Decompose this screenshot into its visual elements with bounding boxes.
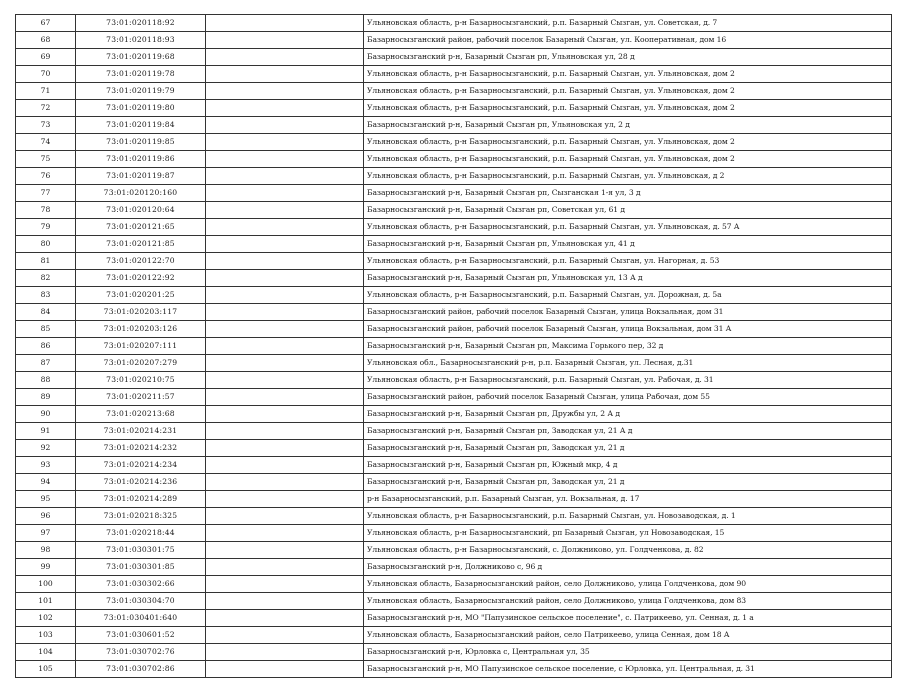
row-number: 105 <box>16 661 76 678</box>
row-number: 100 <box>16 576 76 593</box>
table-row <box>16 593 892 610</box>
cadastral-number: 73:01:020207:279 <box>76 355 206 372</box>
row-number: 88 <box>16 372 76 389</box>
cadastral-number: 73:01:020214:236 <box>76 474 206 491</box>
cadastral-number: 73:01:020210:75 <box>76 372 206 389</box>
address: Базарносызганский р-н, Базарный Сызган рп, Ульяновская ул, 13 А д <box>364 270 892 287</box>
cadastral-number: 73:01:030702:86 <box>76 661 206 678</box>
cadastral-number: 73:01:020211:57 <box>76 389 206 406</box>
table-row <box>16 661 892 678</box>
row-number: 95 <box>16 491 76 508</box>
empty-cell <box>206 185 364 202</box>
cadastral-number: 73:01:020218:325 <box>76 508 206 525</box>
row-number: 91 <box>16 423 76 440</box>
empty-cell <box>206 321 364 338</box>
table-row <box>16 202 892 219</box>
empty-cell <box>206 66 364 83</box>
table-row <box>16 338 892 355</box>
cadastral-number: 73:01:020121:85 <box>76 236 206 253</box>
row-number: 69 <box>16 49 76 66</box>
table-row <box>16 610 892 627</box>
empty-cell <box>206 236 364 253</box>
cadastral-number: 73:01:020119:86 <box>76 151 206 168</box>
cadastral-number: 73:01:030304:70 <box>76 593 206 610</box>
empty-cell <box>206 304 364 321</box>
table-row <box>16 474 892 491</box>
empty-cell <box>206 355 364 372</box>
empty-cell <box>206 49 364 66</box>
address: Базарносызганский район, рабочий поселок Базарный Сызган, улица Рабочая, дом 55 <box>364 389 892 406</box>
cadastral-number: 73:01:030302:66 <box>76 576 206 593</box>
row-number: 85 <box>16 321 76 338</box>
row-number: 80 <box>16 236 76 253</box>
table-row <box>16 134 892 151</box>
row-number: 77 <box>16 185 76 202</box>
address: Ульяновская область, р-н Базарносызганский, рп Базарный Сызган, ул Новозаводская, 15 <box>364 525 892 542</box>
row-number: 71 <box>16 83 76 100</box>
empty-cell <box>206 100 364 117</box>
address: Базарносызганский р-н, Базарный Сызган рп, Дружбы ул, 2 А д <box>364 406 892 423</box>
address: Ульяновская область, Базарносызганский район, село Должниково, улица Голдченкова, дом 83 <box>364 593 892 610</box>
table-row <box>16 219 892 236</box>
cadastral-number: 73:01:030401:640 <box>76 610 206 627</box>
row-number: 86 <box>16 338 76 355</box>
table-row <box>16 491 892 508</box>
table-row <box>16 32 892 49</box>
table-row <box>16 559 892 576</box>
table-row <box>16 287 892 304</box>
empty-cell <box>206 287 364 304</box>
cadastral-number: 73:01:030301:85 <box>76 559 206 576</box>
address: Ульяновская область, р-н Базарносызганский, с. Должниково, ул. Голдченкова, д. 82 <box>364 542 892 559</box>
cadastral-number: 73:01:020122:92 <box>76 270 206 287</box>
row-number: 104 <box>16 644 76 661</box>
address: Базарносызганский р-н, Базарный Сызган рп, Заводская ул, 21 д <box>364 440 892 457</box>
empty-cell <box>206 525 364 542</box>
cadastral-number: 73:01:020118:92 <box>76 15 206 32</box>
table-row <box>16 304 892 321</box>
cadastral-number: 73:01:020214:231 <box>76 423 206 440</box>
cadastral-number: 73:01:030601:52 <box>76 627 206 644</box>
table-row <box>16 542 892 559</box>
table-row <box>16 100 892 117</box>
table-row <box>16 627 892 644</box>
table-row <box>16 406 892 423</box>
empty-cell <box>206 338 364 355</box>
row-number: 92 <box>16 440 76 457</box>
empty-cell <box>206 593 364 610</box>
row-number: 72 <box>16 100 76 117</box>
address: Базарносызганский район, рабочий поселок Базарный Сызган, улица Вокзальная, дом 31 А <box>364 321 892 338</box>
cadastral-number: 73:01:020214:234 <box>76 457 206 474</box>
address: Базарносызганский район, рабочий поселок Базарный Сызган, ул. Кооперативная, дом 16 <box>364 32 892 49</box>
table-row <box>16 355 892 372</box>
row-number: 89 <box>16 389 76 406</box>
table-row <box>16 185 892 202</box>
cadastral-number: 73:01:020119:79 <box>76 83 206 100</box>
address: Базарносызганский район, рабочий поселок Базарный Сызган, улица Вокзальная, дом 31 <box>364 304 892 321</box>
empty-cell <box>206 474 364 491</box>
address: Ульяновская область, Базарносызганский район, село Патрикеево, улица Сенная, дом 18 А <box>364 627 892 644</box>
cadastral-number: 73:01:020203:117 <box>76 304 206 321</box>
row-number: 99 <box>16 559 76 576</box>
address: Базарносызганский р-н, Базарный Сызган рп, Советская ул, 61 д <box>364 202 892 219</box>
table-row <box>16 66 892 83</box>
address: Ульяновская область, р-н Базарносызганский, р.п. Базарный Сызган, ул. Ульяновская, дом 2 <box>364 100 892 117</box>
empty-cell <box>206 270 364 287</box>
address: Ульяновская область, р-н Базарносызганский, р.п. Базарный Сызган, ул. Ульяновская, дом 2 <box>364 83 892 100</box>
empty-cell <box>206 610 364 627</box>
address: Базарносызганский р-н, Базарный Сызган рп, Ульяновская ул, 28 д <box>364 49 892 66</box>
empty-cell <box>206 253 364 270</box>
address: Базарносызганский р-н, МО Папузинское сельское поселение, с Юрловка, ул. Центральная, д. 31 <box>364 661 892 678</box>
address: Базарносызганский р-н, Базарный Сызган рп, Максима Горького пер, 32 д <box>364 338 892 355</box>
cadastral-number: 73:01:020214:232 <box>76 440 206 457</box>
empty-cell <box>206 440 364 457</box>
address: Ульяновская область, р-н Базарносызганский, р.п. Базарный Сызган, ул. Советская, д. 7 <box>364 15 892 32</box>
address: Базарносызганский р-н, МО "Папузинское сельское поселение", с. Патрикеево, ул. Сенная, д. 1 а <box>364 610 892 627</box>
row-number: 94 <box>16 474 76 491</box>
empty-cell <box>206 457 364 474</box>
row-number: 103 <box>16 627 76 644</box>
cadastral-number: 73:01:030301:75 <box>76 542 206 559</box>
empty-cell <box>206 168 364 185</box>
empty-cell <box>206 644 364 661</box>
address: Ульяновская область, р-н Базарносызганский, р.п. Базарный Сызган, ул. Ульяновская, дом 2 <box>364 151 892 168</box>
empty-cell <box>206 542 364 559</box>
address: Ульяновская область, р-н Базарносызганский, р.п. Базарный Сызган, ул. Ульяновская, д 2 <box>364 168 892 185</box>
address: Базарносызганский р-н, Должниково с, 96 д <box>364 559 892 576</box>
cadastral-number: 73:01:020218:44 <box>76 525 206 542</box>
table-row <box>16 644 892 661</box>
empty-cell <box>206 389 364 406</box>
address: Базарносызганский р-н, Базарный Сызган рп, Заводская ул, 21 д <box>364 474 892 491</box>
cadastral-number: 73:01:020119:80 <box>76 100 206 117</box>
cadastral-number: 73:01:020213:68 <box>76 406 206 423</box>
empty-cell <box>206 117 364 134</box>
empty-cell <box>206 423 364 440</box>
table-row <box>16 321 892 338</box>
empty-cell <box>206 661 364 678</box>
cadastral-number: 73:01:020201:25 <box>76 287 206 304</box>
row-number: 98 <box>16 542 76 559</box>
address: Ульяновская область, р-н Базарносызганский, р.п. Базарный Сызган, ул. Нагорная, д. 53 <box>364 253 892 270</box>
cadastral-number: 73:01:020207:111 <box>76 338 206 355</box>
table-row <box>16 83 892 100</box>
table-row <box>16 117 892 134</box>
address: Ульяновская область, р-н Базарносызганский, р.п. Базарный Сызган, ул. Ульяновская, дом 2 <box>364 134 892 151</box>
row-number: 82 <box>16 270 76 287</box>
row-number: 68 <box>16 32 76 49</box>
cadastral-number: 73:01:020119:68 <box>76 49 206 66</box>
cadastral-number: 73:01:020122:70 <box>76 253 206 270</box>
cadastral-number: 73:01:020121:65 <box>76 219 206 236</box>
address: Ульяновская область, р-н Базарносызганский, р.п. Базарный Сызган, ул. Рабочая, д. 31 <box>364 372 892 389</box>
table-row <box>16 49 892 66</box>
table-row <box>16 525 892 542</box>
address: Ульяновская область, Базарносызганский район, село Должниково, улица Голдченкова, дом 90 <box>364 576 892 593</box>
row-number: 93 <box>16 457 76 474</box>
address: Базарносызганский р-н, Базарный Сызган рп, Южный мкр, 4 д <box>364 457 892 474</box>
row-number: 79 <box>16 219 76 236</box>
empty-cell <box>206 83 364 100</box>
empty-cell <box>206 134 364 151</box>
empty-cell <box>206 627 364 644</box>
table-row <box>16 508 892 525</box>
cadastral-number: 73:01:020119:87 <box>76 168 206 185</box>
address: Ульяновская область, р-н Базарносызганский, р.п. Базарный Сызган, ул. Ульяновская, д. 57 А <box>364 219 892 236</box>
table-row <box>16 270 892 287</box>
table-row <box>16 440 892 457</box>
empty-cell <box>206 15 364 32</box>
address: Базарносызганский р-н, Базарный Сызган рп, Заводская ул, 21 А д <box>364 423 892 440</box>
empty-cell <box>206 32 364 49</box>
cadastral-number: 73:01:020203:126 <box>76 321 206 338</box>
empty-cell <box>206 202 364 219</box>
address: Ульяновская область, р-н Базарносызганский, р.п. Базарный Сызган, ул. Ульяновская, дом 2 <box>364 66 892 83</box>
empty-cell <box>206 406 364 423</box>
records-table-body <box>16 15 892 678</box>
table-row <box>16 457 892 474</box>
row-number: 90 <box>16 406 76 423</box>
row-number: 101 <box>16 593 76 610</box>
cadastral-number: 73:01:030702:76 <box>76 644 206 661</box>
records-table <box>15 14 892 678</box>
address: Базарносызганский р-н, Базарный Сызган рп, Ульяновская ул, 41 д <box>364 236 892 253</box>
empty-cell <box>206 219 364 236</box>
table-row <box>16 151 892 168</box>
row-number: 76 <box>16 168 76 185</box>
table-row <box>16 15 892 32</box>
table-row <box>16 576 892 593</box>
address: Ульяновская область, р-н Базарносызганский, р.п. Базарный Сызган, ул. Дорожная, д. 5а <box>364 287 892 304</box>
empty-cell <box>206 508 364 525</box>
cadastral-number: 73:01:020120:160 <box>76 185 206 202</box>
row-number: 78 <box>16 202 76 219</box>
address: Ульяновская обл., Базарносызганский р-н, р.п. Базарный Сызган, ул. Лесная, д.31 <box>364 355 892 372</box>
address: р-н Базарносызганский, р.п. Базарный Сызган, ул. Вокзальная, д. 17 <box>364 491 892 508</box>
address: Базарносызганский р-н, Базарный Сызган рп, Сызганская 1-я ул, 3 д <box>364 185 892 202</box>
table-row <box>16 372 892 389</box>
cadastral-number: 73:01:020120:64 <box>76 202 206 219</box>
row-number: 67 <box>16 15 76 32</box>
table-row <box>16 168 892 185</box>
address: Базарносызганский р-н, Базарный Сызган рп, Ульяновская ул, 2 д <box>364 117 892 134</box>
row-number: 102 <box>16 610 76 627</box>
row-number: 84 <box>16 304 76 321</box>
cadastral-number: 73:01:020119:85 <box>76 134 206 151</box>
empty-cell <box>206 151 364 168</box>
cadastral-number: 73:01:020119:84 <box>76 117 206 134</box>
row-number: 75 <box>16 151 76 168</box>
address: Базарносызганский р-н, Юрловка с, Центральная ул, 35 <box>364 644 892 661</box>
address: Ульяновская область, р-н Базарносызганский, р.п. Базарный Сызган, ул. Новозаводская, д. 1 <box>364 508 892 525</box>
cadastral-number: 73:01:020118:93 <box>76 32 206 49</box>
row-number: 74 <box>16 134 76 151</box>
row-number: 70 <box>16 66 76 83</box>
row-number: 83 <box>16 287 76 304</box>
table-row <box>16 389 892 406</box>
empty-cell <box>206 559 364 576</box>
empty-cell <box>206 491 364 508</box>
table-row <box>16 423 892 440</box>
row-number: 97 <box>16 525 76 542</box>
row-number: 87 <box>16 355 76 372</box>
cadastral-number: 73:01:020214:289 <box>76 491 206 508</box>
row-number: 96 <box>16 508 76 525</box>
cadastral-number: 73:01:020119:78 <box>76 66 206 83</box>
table-row <box>16 253 892 270</box>
empty-cell <box>206 576 364 593</box>
table-row <box>16 236 892 253</box>
empty-cell <box>206 372 364 389</box>
row-number: 81 <box>16 253 76 270</box>
row-number: 73 <box>16 117 76 134</box>
